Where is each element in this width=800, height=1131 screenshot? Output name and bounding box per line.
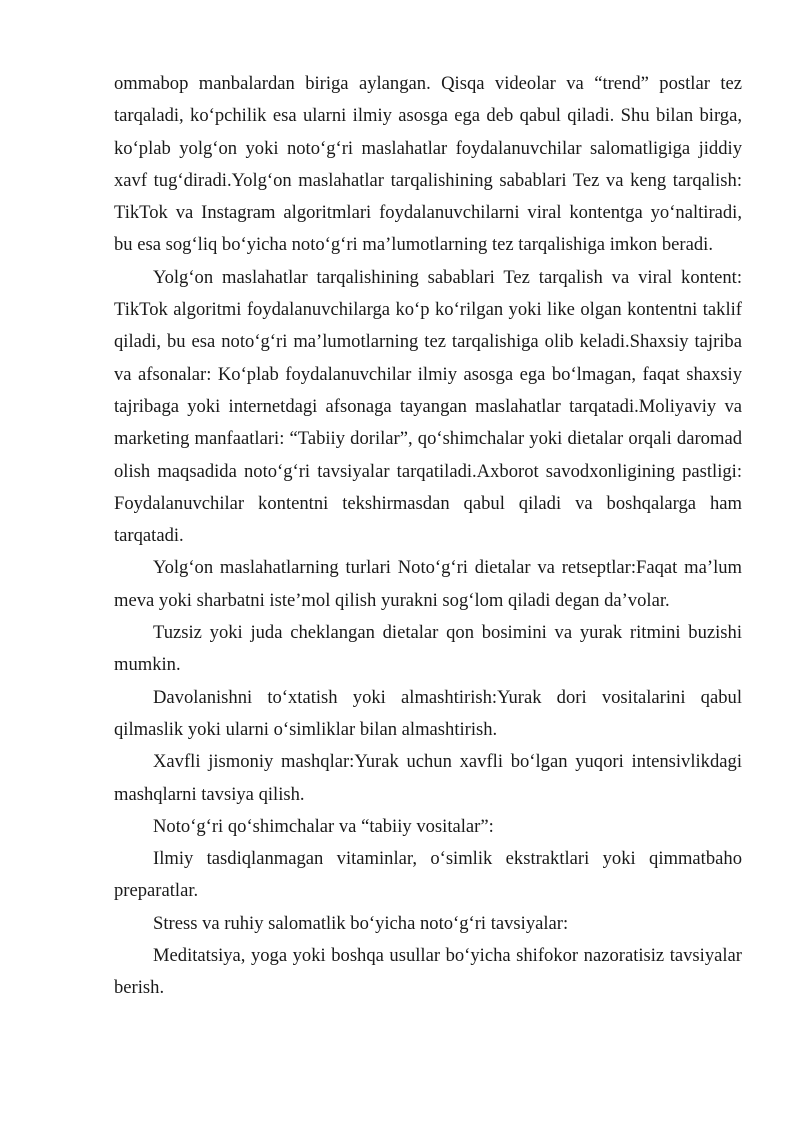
paragraph-1: ommabop manbalardan biriga aylangan. Qisqa videolar va “trend” postlar tez tarqaladi, ko‘pchilik esa ularni ilmiy asosga ega deb qabul qiladi. Shu bilan birga, ko‘plab yolg‘on yoki noto‘g‘ri maslahatlar foydalanuvchilar salomatligiga jiddiy xavf tug‘diradi.Yolg‘on maslahatlar tarqalishining sabablari Tez va keng tarqalish: TikTok va Instagram algoritmlari foydalanuvchilarni viral kontentga yo‘naltiradi, bu esa sog‘liq bo‘yicha noto‘g‘ri ma’lumotlarning tez tarqalishiga imkon beradi. (114, 73, 742, 256)
paragraph-10: Meditatsiya, yoga yoki boshqa usullar bo‘yicha shifokor nazoratisiz tavsiyalar berish. (114, 945, 742, 999)
paragraph-2: Yolg‘on maslahatlar tarqalishining sabablari Tez tarqalish va viral kontent: TikTok algoritmi foydalanuvchilarga ko‘p ko‘rilgan yoki like olgan kontentni taklif qiladi, bu esa noto‘g‘ri ma’lumotlarning tez tarqalishiga olib keladi.Shaxsiy tajriba va afsonalar: Ko‘plab foydalanuvchilar ilmiy asosga ega bo‘lmagan, faqat shaxsiy tajribaga yoki internetdagi afsonaga tayangan maslahatlar tarqatadi.Moliyaviy va marketing manfaatlari: “Tabiiy dorilar”, qo‘shimchalar yoki dietalar orqali daromad olish maqsadida noto‘g‘ri tavsiyalar tarqatiladi.Axborot savodxonligining pastligi: Foydalanuvchilar kontentni tekshirmasdan qabul qiladi va boshqalarga ham tarqatadi. (114, 266, 742, 547)
paragraph-8: Ilmiy tasdiqlanmagan vitaminlar, o‘simlik ekstraktlari yoki qimmatbaho preparatlar. (114, 848, 742, 902)
paragraph-5: Davolanishni to‘xtatish yoki almashtirish:Yurak dori vositalarini qabul qilmaslik yoki ularni o‘simliklar bilan almashtirish. (114, 686, 742, 740)
paragraph-4: Tuzsiz yoki juda cheklangan dietalar qon bosimini va yurak ritmini buzishi mumkin. (114, 622, 742, 676)
paragraph-3: Yolg‘on maslahatlarning turlari Noto‘g‘ri dietalar va retseptlar:Faqat ma’lum meva yoki sharbatni iste’mol qilish yurakni sog‘lom qiladi degan da’volar. (114, 557, 742, 611)
paragraph-6: Xavfli jismoniy mashqlar:Yurak uchun xavfli bo‘lgan yuqori intensivlikdagi mashqlarni tavsiya qilish. (114, 751, 742, 805)
document-page (114, 68, 742, 1108)
paragraph-7: Noto‘g‘ri qo‘shimchalar va “tabiiy vositalar”: (153, 815, 494, 837)
paragraph-9: Stress va ruhiy salomatlik bo‘yicha noto‘g‘ri tavsiyalar: (153, 912, 569, 934)
